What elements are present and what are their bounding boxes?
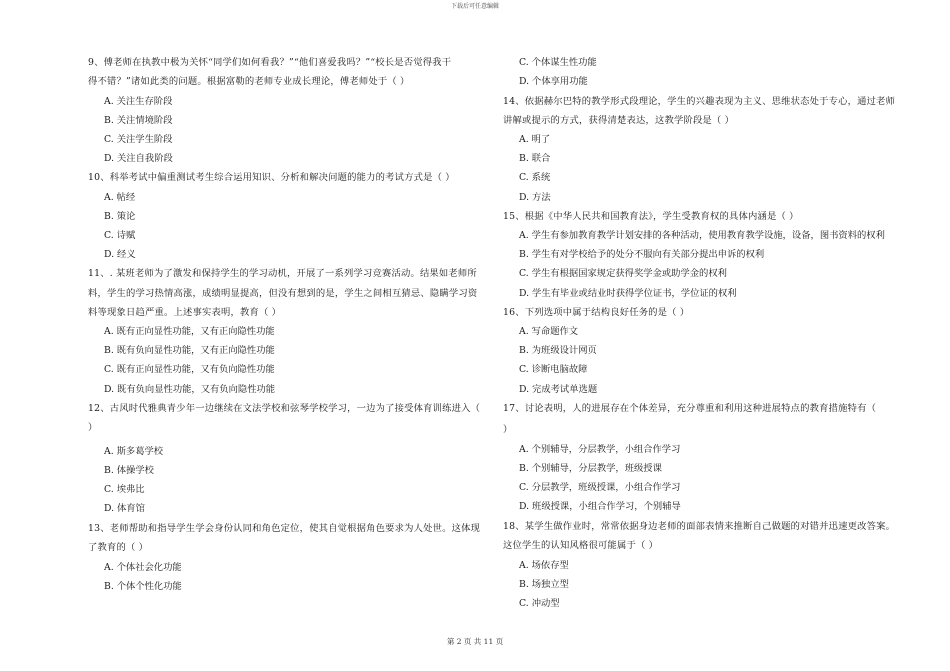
q11-line-3: 料等现象日趋严重。上述事实表明，教育（ ） [88, 307, 282, 318]
q15-option-a: A. 学生有参加教育教学计划安排的各种活动，使用教育教学设施，设备，图书资料的权利 [519, 230, 885, 241]
q15-option-b: B. 学生有对学校给予的处分不服向有关部分提出申诉的权利 [519, 249, 765, 260]
q13-option-a: A. 个体社会化功能 [104, 562, 182, 573]
q13-option-b: B. 个体个性化功能 [104, 581, 182, 592]
q10-option-c: C. 诗赋 [104, 230, 136, 241]
page-header: 下载后可任意编辑 [450, 3, 499, 10]
q16-option-a: A. 写命题作文 [519, 326, 579, 337]
q17-option-b: B. 个别辅导，分层教学，班级授课 [519, 463, 662, 474]
q11-option-d: D. 既有负向显性功能，又有负向隐性功能 [104, 384, 276, 395]
q12-option-b: B. 体操学校 [104, 465, 154, 476]
q17-line-2: ） [503, 424, 513, 435]
q12-option-c: C. 埃弗比 [104, 484, 145, 495]
q16-line-1: 16、下列选项中属于结构良好任务的是（ ） [503, 307, 690, 318]
q12-line-2: ） [88, 422, 98, 433]
q17-option-d: D. 班级授课，小组合作学习，个别辅导 [519, 501, 681, 512]
q15-line-1: 15、根据《中华人民共和国教育法》，学生受教育权的具体内涵是（ ） [503, 211, 799, 222]
q11-line-2: 料，学生的学习热情高涨，成绩明显提高，但没有想到的是，学生之间相互猜忌、隐瞒学习资 [88, 288, 478, 299]
q15-option-d: D. 学生有毕业或结业时获得学位证书，学位证的权利 [519, 288, 737, 299]
q10-option-b: B. 策论 [104, 211, 136, 222]
q17-line-1: 17、讨论表明，人的进展存在个体差异，充分尊重和利用这种进展特点的教育措施特有（ [503, 403, 877, 414]
q11-line-1: 11、. 某班老师为了激发和保持学生的学习动机，开展了一系列学习竞赛活动。结果如老师所 [88, 268, 477, 279]
q9-line-1: 9、傅老师在执教中极为关怀“同学们如何看我？”“他们喜爱我吗？”“校长是否觉得我干 [88, 57, 452, 68]
q13-line-1: 13、老师帮助和指导学生学会身份认同和角色定位，使其自觉根据角色要求为人处世。这体现 [88, 523, 481, 534]
q12-line-1: 12、古风时代雅典青少年一边继续在文法学校和弦琴学校学习，一边为了接受体育训练进入（ [88, 403, 481, 414]
q14-option-b: B. 联合 [519, 153, 551, 164]
q16-option-b: B. 为班级设计网页 [519, 345, 597, 356]
q12-option-a: A. 斯多葛学校 [104, 446, 164, 457]
q10-option-d: D. 经义 [104, 249, 136, 260]
q10-option-a: A. 帖经 [104, 192, 136, 203]
q14-option-d: D. 方法 [519, 192, 551, 203]
q18-line-1: 18、某学生做作业时，常常依据身边老师的面部表情来推断自己做题的对错并迅速更改答案。 [503, 521, 896, 532]
q17-option-a: A. 个别辅导，分层教学，小组合作学习 [519, 444, 681, 455]
q13-option-c: C. 个体谋生性功能 [519, 57, 597, 68]
q9-line-2: 得不错？”诸如此类的问题。根据富勒的老师专业成长理论，傅老师处于（ ） [88, 76, 410, 87]
q9-option-d: D. 关注自我阶段 [104, 153, 173, 164]
page-footer: 第 2 页 共 11 页 [446, 637, 504, 646]
q14-option-c: C. 系统 [519, 172, 551, 183]
q11-option-b: B. 既有负向显性功能，又有正向隐性功能 [104, 345, 275, 356]
q14-line-2: 讲解或提示的方式，获得清楚表达，这教学阶段是（ ） [503, 115, 735, 126]
q17-option-c: C. 分层教学，班级授课，小组合作学习 [519, 482, 681, 493]
q9-option-b: B. 关注情境阶段 [104, 115, 173, 126]
q10-line-1: 10、科举考试中偏重测试考生综合运用知识、分析和解决问题的能力的考试方式是（ ） [88, 172, 455, 183]
q11-option-a: A. 既有正向显性功能，又有正向隐性功能 [104, 326, 275, 337]
q16-option-c: C. 诊断电脑故障 [519, 364, 588, 375]
q16-option-d: D. 完成考试单选题 [519, 384, 598, 395]
q14-line-1: 14、依据赫尔巴特的教学形式段理论，学生的兴趣表现为主义、思维状态处于专心，通过老师 [503, 96, 896, 107]
q18-option-a: A. 场依存型 [519, 560, 569, 571]
q18-option-b: B. 场独立型 [519, 579, 569, 590]
q14-option-a: A. 明了 [519, 134, 551, 145]
q13-option-d: D. 个体享用功能 [519, 76, 588, 87]
q18-line-2: 这位学生的认知风格很可能属于（ ） [503, 540, 659, 551]
q11-option-c: C. 既有正向显性功能，又有负向隐性功能 [104, 364, 275, 375]
q13-line-2: 了教育的（ ） [88, 542, 149, 553]
q9-option-c: C. 关注学生阶段 [104, 134, 173, 145]
q15-option-c: C. 学生有根据国家规定获得奖学金或助学金的权利 [519, 268, 727, 279]
q12-option-d: D. 体育馆 [104, 503, 145, 514]
q18-option-c: C. 冲动型 [519, 598, 560, 609]
q9-option-a: A. 关注生存阶段 [104, 96, 173, 107]
